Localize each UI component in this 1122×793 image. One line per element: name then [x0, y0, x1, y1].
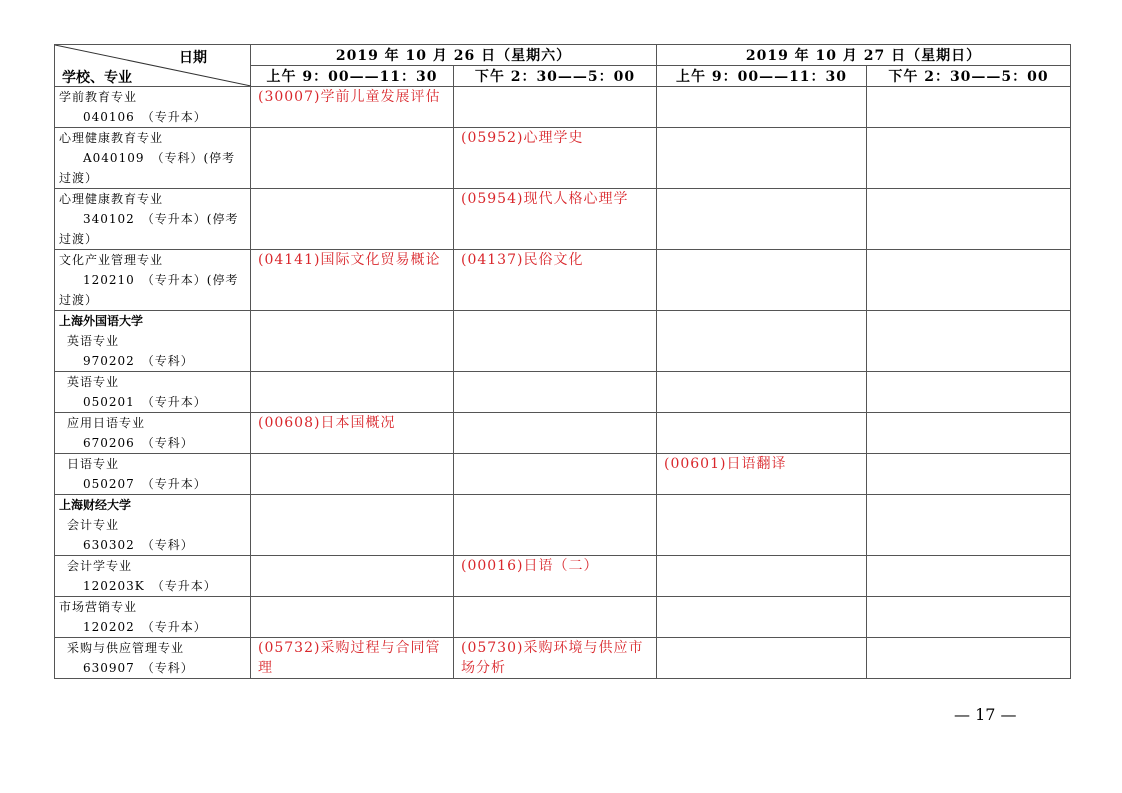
- exam-cell: (00601)日语翻译: [657, 454, 867, 495]
- school-name: 上海财经大学: [59, 498, 132, 512]
- exam-cell: [867, 454, 1071, 495]
- exam-cell: (05954)现代人格心理学: [454, 189, 657, 250]
- major-cell: [55, 597, 251, 638]
- exam-cell: [454, 597, 657, 638]
- corner-school-label: 学校、专业: [62, 70, 132, 86]
- exam-cell: [251, 372, 454, 413]
- major-code: 120202 （专升本）: [83, 620, 207, 634]
- major-name: 采购与供应管理专业: [67, 641, 185, 655]
- major-name: 英语专业: [67, 334, 120, 348]
- exam-cell: [657, 189, 867, 250]
- major-cell: [55, 638, 251, 679]
- exam-cell: (30007)学前儿童发展评估: [251, 87, 454, 128]
- major-name: 会计专业: [67, 518, 120, 532]
- page-number: — 17 —: [954, 705, 1017, 724]
- major-name: 英语专业: [67, 375, 120, 389]
- exam-cell: [251, 311, 454, 372]
- exam-cell: [867, 556, 1071, 597]
- major-code: A040109 （专科）(停考过渡）: [59, 151, 236, 185]
- major-cell: [55, 128, 251, 189]
- exam-cell: [454, 372, 657, 413]
- table-row: [55, 495, 1071, 556]
- table-row: [55, 311, 1071, 372]
- exam-cell: [867, 638, 1071, 679]
- date-header-1: 2019 年 10 月 26 日（星期六）: [251, 45, 657, 66]
- corner-header: [55, 45, 251, 87]
- exam-cell: [657, 413, 867, 454]
- exam-cell: [867, 597, 1071, 638]
- table-row: [55, 189, 1071, 250]
- exam-cell: [454, 454, 657, 495]
- major-code: 050201 （专升本）: [83, 395, 207, 409]
- major-name: 日语专业: [67, 457, 120, 471]
- exam-cell: [657, 597, 867, 638]
- school-major-cell: [55, 311, 251, 372]
- exam-cell: [251, 556, 454, 597]
- major-name: 市场营销专业: [59, 600, 138, 614]
- exam-cell: [454, 413, 657, 454]
- table-row: [55, 87, 1071, 128]
- exam-cell: [867, 189, 1071, 250]
- table-row: [55, 128, 1071, 189]
- slot-header-1: 上午 9：00——11：30: [251, 66, 454, 87]
- major-code: 340102 （专升本）(停考过渡）: [59, 212, 239, 246]
- exam-cell: [867, 495, 1071, 556]
- exam-cell: [251, 454, 454, 495]
- exam-cell: [867, 372, 1071, 413]
- corner-date-label: 日期: [179, 50, 207, 66]
- exam-cell: [657, 87, 867, 128]
- exam-cell: [251, 495, 454, 556]
- major-cell: [55, 189, 251, 250]
- exam-cell: (05730)采购环境与供应市场分析: [454, 638, 657, 679]
- exam-cell: (00016)日语（二）: [454, 556, 657, 597]
- major-code: 050207 （专升本）: [83, 477, 207, 491]
- exam-cell: (05732)采购过程与合同管理: [251, 638, 454, 679]
- major-name: 文化产业管理专业: [59, 253, 164, 267]
- exam-cell: (05952)心理学史: [454, 128, 657, 189]
- exam-cell: [657, 372, 867, 413]
- exam-cell: [657, 495, 867, 556]
- major-name: 心理健康教育专业: [59, 131, 164, 145]
- school-name: 上海外国语大学: [59, 314, 144, 328]
- exam-cell: [657, 250, 867, 311]
- slot-header-3: 上午 9：00——11：30: [657, 66, 867, 87]
- exam-cell: (00608)日本国概况: [251, 413, 454, 454]
- major-cell: [55, 413, 251, 454]
- exam-cell: (04137)民俗文化: [454, 250, 657, 311]
- major-code: 630907 （专科）: [83, 661, 194, 675]
- exam-cell: (04141)国际文化贸易概论: [251, 250, 454, 311]
- major-code: 120203K （专升本）: [83, 579, 217, 593]
- table-row: [55, 556, 1071, 597]
- exam-cell: [867, 250, 1071, 311]
- major-cell: [55, 556, 251, 597]
- exam-schedule-table: [54, 44, 1071, 679]
- major-name: 心理健康教育专业: [59, 192, 164, 206]
- date-header-2: 2019 年 10 月 27 日（星期日）: [657, 45, 1071, 66]
- major-cell: [55, 372, 251, 413]
- table-row: [55, 597, 1071, 638]
- exam-cell: [867, 311, 1071, 372]
- major-code: 630302 （专科）: [83, 538, 194, 552]
- exam-cell: [657, 128, 867, 189]
- exam-cell: [454, 311, 657, 372]
- exam-cell: [454, 87, 657, 128]
- table-row: [55, 413, 1071, 454]
- exam-cell: [867, 128, 1071, 189]
- major-cell: [55, 454, 251, 495]
- school-major-cell: [55, 495, 251, 556]
- major-name: 应用日语专业: [67, 416, 146, 430]
- slot-header-2: 下午 2：30——5：00: [454, 66, 657, 87]
- major-cell: [55, 250, 251, 311]
- exam-cell: [251, 597, 454, 638]
- table-row: [55, 372, 1071, 413]
- major-cell: [55, 87, 251, 128]
- table-row: [55, 454, 1071, 495]
- table-row: [55, 638, 1071, 679]
- major-code: 040106 （专升本）: [83, 110, 207, 124]
- major-code: 970202 （专科）: [83, 354, 194, 368]
- major-name: 学前教育专业: [59, 90, 138, 104]
- exam-cell: [867, 413, 1071, 454]
- table-row: [55, 250, 1071, 311]
- major-code: 670206 （专科）: [83, 436, 194, 450]
- exam-cell: [867, 87, 1071, 128]
- exam-cell: [454, 495, 657, 556]
- exam-cell: [251, 189, 454, 250]
- slot-header-4: 下午 2：30——5：00: [867, 66, 1071, 87]
- exam-cell: [657, 311, 867, 372]
- exam-cell: [251, 128, 454, 189]
- major-name: 会计学专业: [67, 559, 133, 573]
- exam-cell: [657, 556, 867, 597]
- major-code: 120210 （专升本）(停考过渡）: [59, 273, 239, 307]
- exam-cell: [657, 638, 867, 679]
